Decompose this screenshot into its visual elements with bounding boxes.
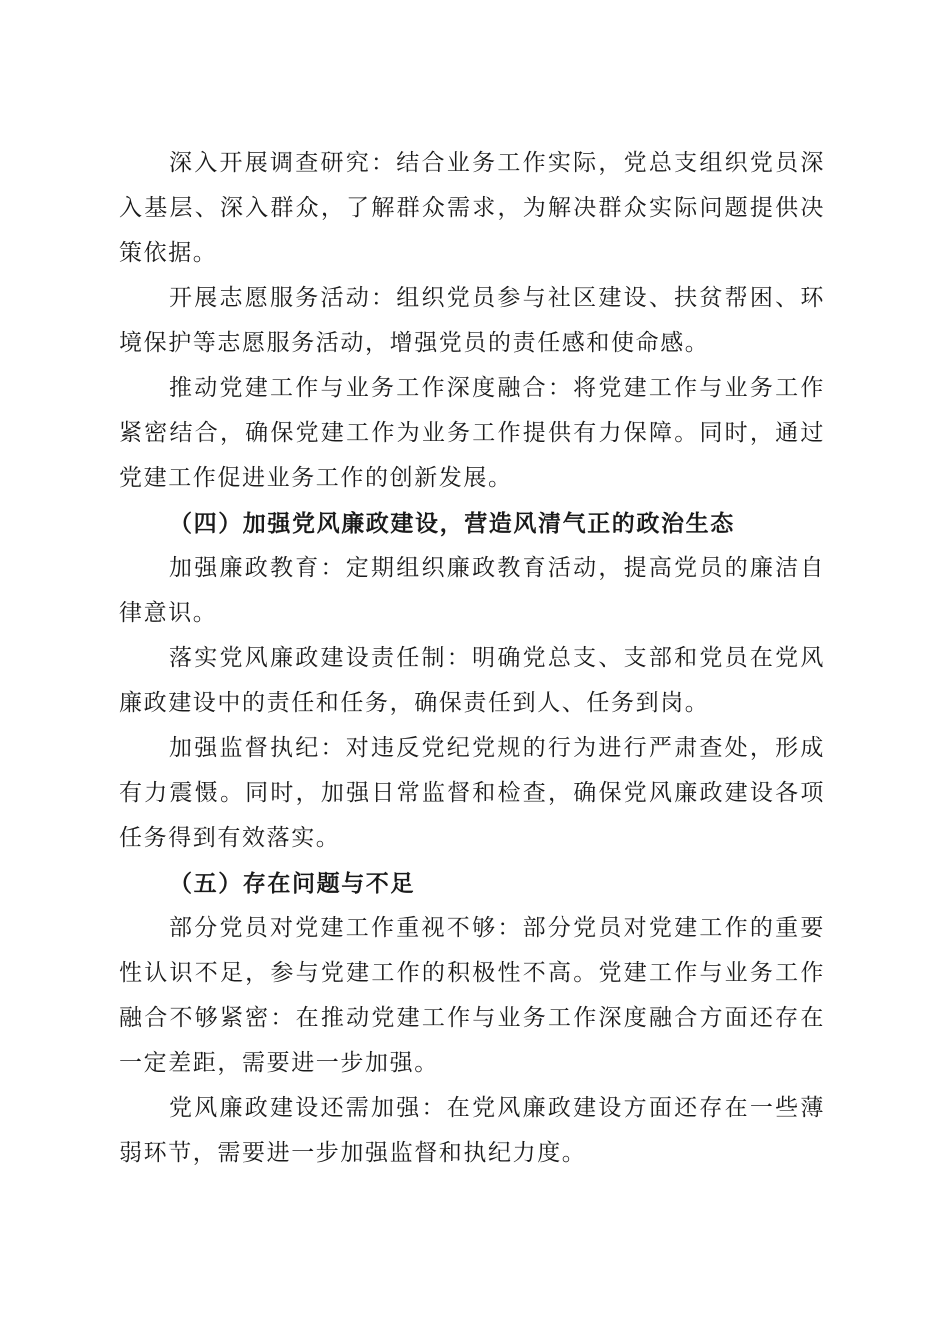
para-responsibility-system: 落实党风廉政建设责任制：明确党总支、支部和党员在党风廉政建设中的责任和任务，确保责任到人、任务到岗。	[119, 645, 825, 716]
document-body	[119, 141, 825, 1176]
para-integration: 推动党建工作与业务工作深度融合：将党建工作与业务工作紧密结合，确保党建工作为业务工作提供有力保障。同时，通过党建工作促进业务工作的创新发展。	[119, 375, 825, 491]
para-supervision-discipline: 加强监督执纪：对违反党纪党规的行为进行严肃查处，形成有力震慑。同时，加强日常监督和检查，确保党风廉政建设各项任务得到有效落实。	[119, 735, 825, 851]
para-volunteer-service: 开展志愿服务活动：组织党员参与社区建设、扶贫帮困、环境保护等志愿服务活动，增强党员的责任感和使命感。	[119, 285, 825, 356]
para-problem-attention: 部分党员对党建工作重视不够：部分党员对党建工作的重要性认识不足，参与党建工作的积极性不高。党建工作与业务工作融合不够紧密：在推动党建工作与业务工作深度融合方面还存在一定差距，需要进一步加强。	[119, 915, 825, 1076]
section-heading-4: （四）加强党风廉政建设，营造风清气正的政治生态	[169, 510, 735, 537]
para-investigation-research: 深入开展调查研究：结合业务工作实际，党总支组织党员深入基层、深入群众，了解群众需求，为解决群众实际问题提供决策依据。	[119, 150, 825, 266]
section-heading-5: （五）存在问题与不足	[169, 870, 415, 897]
para-problem-integrity: 党风廉政建设还需加强：在党风廉政建设方面还存在一些薄弱环节，需要进一步加强监督和执纪力度。	[119, 1095, 825, 1166]
para-integrity-education: 加强廉政教育：定期组织廉政教育活动，提高党员的廉洁自律意识。	[119, 555, 825, 626]
